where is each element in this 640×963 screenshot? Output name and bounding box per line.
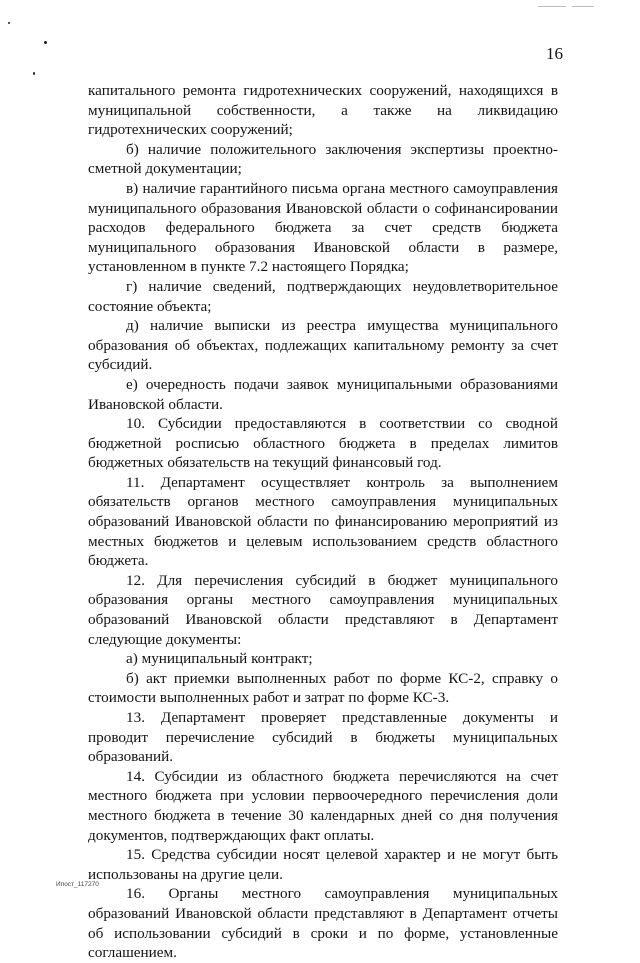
page-number: 16: [546, 44, 563, 63]
paragraph-15: 15. Средства субсидии носят целевой характер и не могут быть использованы на другие цели.: [88, 846, 558, 883]
paragraph-12-a: а) муниципальный контракт;: [126, 650, 313, 668]
paragraph-continuation: капитального ремонта гидротехнических сооружений, находящихся в муниципальной собственности, а также на ликвидацию гидротехнических сооружений;: [88, 82, 558, 139]
paragraph-item-b: б) наличие положительного заключения экспертизы проектно-сметной документации;: [88, 140, 558, 178]
paragraph-12-b: б) акт приемки выполненных работ по форме КС-2, справку о стоимости выполненных работ и затрат по форме КС-3.: [88, 669, 558, 707]
document-body: [88, 81, 558, 963]
footer-code: Ипост_117270: [56, 881, 99, 888]
paragraph-14: 14. Субсидии из областного бюджета перечисляются на счет местного бюджета при условии первоочередного перечисления доли местного бюджета в течение 30 календарных дней со дня получения документов, подтверждающих факт оплаты.: [88, 767, 558, 844]
paragraph-13: 13. Департамент проверяет представленные документы и проводит перечисление субсидий в бюджеты муниципальных образований.: [88, 709, 558, 766]
paragraph-item-v: в) наличие гарантийного письма органа местного самоуправления муниципального образования Ивановской области о софинансировании расходов федерального бюджета за счет средств бюджета муниципального образования Ивановской области в размере, установленном в пункте 7.2 настоящего Порядка;: [88, 179, 558, 276]
scan-edge-mark: [538, 6, 566, 7]
paragraph-12: 12. Для перечисления субсидий в бюджет муниципального образования органы местного самоуправления муниципальных образований Ивановской области представляют в Департамент следующие документы:: [88, 571, 558, 648]
scan-speck: [33, 72, 35, 75]
scan-speck: [8, 22, 10, 24]
paragraph-11: 11. Департамент осуществляет контроль за выполнением обязательств органов местного самоуправления муниципальных образований Ивановской области по финансированию мероприятий из местных бюджетов и целевым использованием средств областного бюджета.: [88, 473, 558, 570]
scan-edge-mark: [572, 6, 594, 7]
scan-speck: [44, 41, 47, 44]
paragraph-item-g: г) наличие сведений, подтверждающих неудовлетворительное состояние объекта;: [88, 277, 558, 315]
paragraph-16: 16. Органы местного самоуправления муниципальных образований Ивановской области представляют в Департамент отчеты об использовании субсидий в сроки и по форме, установленные соглашением.: [88, 885, 558, 962]
paragraph-item-d: д) наличие выписки из реестра имущества муниципального образования об объектах, подлежащих капитальному ремонту за счет субсидий.: [88, 317, 558, 374]
paragraph-item-e: е) очередность подачи заявок муниципальными образованиями Ивановской области.: [88, 375, 558, 413]
paragraph-10: 10. Субсидии предоставляются в соответствии со сводной бюджетной росписью областного бюджета в пределах лимитов бюджетных обязательств на текущий финансовый год.: [88, 415, 558, 472]
